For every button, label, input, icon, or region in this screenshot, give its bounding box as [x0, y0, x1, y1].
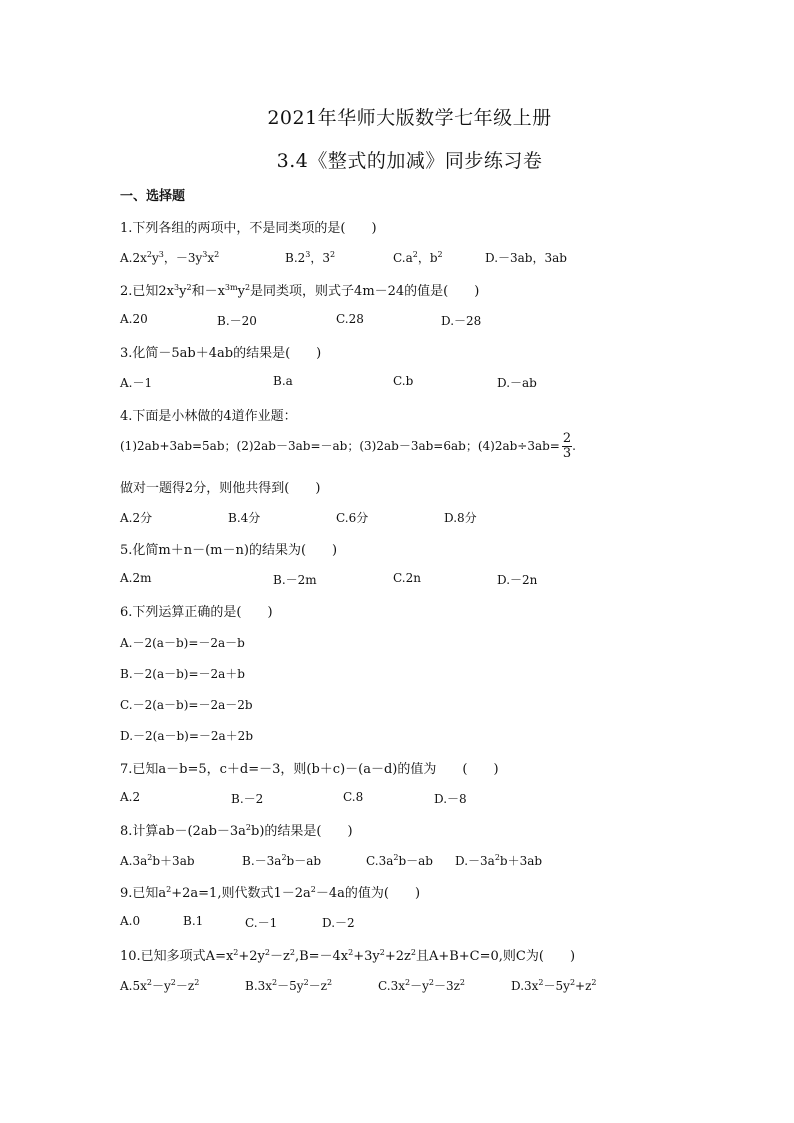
question-10-stem: 10.已知多项式$A=x^2+2y^2-z^2,B=-4x^2+3y^2+2z^2$且A+B+C=0,则C为( ) — [120, 948, 576, 964]
option-c: C.8 — [343, 790, 364, 804]
option-d: D.－8 — [434, 792, 467, 806]
question-1-options — [120, 249, 680, 265]
option-b: B.a — [273, 374, 293, 388]
question-2-stem: 2.已知$2x^3y^2$和$-x^{3m}y^2$是同类项，则式子4m－24的值是( ) — [120, 283, 480, 299]
option-a: A.2m — [120, 571, 152, 585]
option-c: C.b — [393, 374, 414, 388]
option-d: D.－3ab，3ab — [485, 251, 567, 265]
option-a: $A.3a^2b+3ab$ — [120, 853, 195, 868]
option-b: B.1 — [183, 914, 204, 928]
option-b: $B.2^3$，$3^2$ — [285, 250, 336, 265]
option-d: D.－28 — [441, 314, 482, 328]
question-2-options — [120, 312, 680, 328]
option-a: A.0 — [120, 914, 141, 928]
question-5-stem: 5.化简m＋n－(m－n)的结果为( ) — [120, 543, 338, 558]
option-d: $D.3x^2-5y^2+z^2$ — [511, 978, 597, 993]
option-a: A.2 — [120, 790, 141, 804]
question-9-options — [120, 914, 680, 930]
option-d: D.－2 — [322, 916, 355, 930]
question-6-stem: 6.下列运算正确的是( ) — [120, 605, 273, 620]
question-3-stem: 3.化简－5ab＋4ab的结果是( ) — [120, 346, 322, 361]
option-b: $B.-3a^2b-ab$ — [242, 853, 322, 868]
option-c: $C.a^2$，$b^2$ — [393, 250, 443, 265]
option-c: C.－1 — [245, 916, 278, 930]
question-6-option-a: A.－2(a－b)=－2a－b — [120, 636, 245, 650]
question-4-stem: 4.下面是小林做的4道作业题： — [120, 409, 297, 424]
option-c: $C.3x^2-y^2-3z^2$ — [378, 978, 466, 993]
option-d: D.8分 — [444, 511, 477, 525]
section-heading: 一、选择题 — [120, 189, 186, 204]
option-b: $B.3x^2-5y^2-z^2$ — [245, 978, 333, 993]
question-8-options — [120, 852, 680, 868]
question-6-option-b: B.－2(a－b)=－2a＋b — [120, 667, 245, 681]
question-3-options — [120, 374, 680, 390]
option-a: $A.2x^2y^3$，$-3y^3x^2$ — [120, 250, 220, 265]
question-6-option-c: C.－2(a－b)=－2a－2b — [120, 698, 253, 712]
option-c: $C.3a^2b-ab$ — [366, 853, 433, 868]
question-7-stem: 7.已知a－b=5，c＋d=－3，则(b＋c)－(a－d)的值为 ( ) — [120, 762, 499, 777]
option-d: D.－ab — [497, 376, 537, 390]
option-b: B.－2m — [273, 573, 317, 587]
option-a: A.20 — [120, 312, 148, 326]
option-d: D.－2n — [497, 573, 538, 587]
question-4-line2: 做对一题得2分，则他共得到( ) — [120, 481, 321, 496]
option-c: C.2n — [393, 571, 421, 585]
option-c: C.6分 — [336, 511, 369, 525]
question-6-option-d: D.－2(a－b)=－2a＋2b — [120, 729, 254, 743]
question-7-options — [120, 790, 680, 806]
question-4-problems: (1)2ab+3ab=5ab；(2)2ab－3ab=－ab；(3)2ab－3ab=6ab；(4)2ab÷3ab= $\frac{2}{3}$ . — [120, 431, 576, 461]
question-9-stem: 9.已知$a^2+2a=1$,则代数式$1-2a^2-4a$的值为( ) — [120, 885, 421, 901]
fraction: $\frac{2}{3}$ — [562, 431, 572, 461]
question-8-stem: 8.计算$ab-(2ab-3a^2b)$的结果是( ) — [120, 823, 353, 839]
question-10-options — [120, 977, 680, 993]
option-a: A.2分 — [120, 511, 153, 525]
option-b: B.4分 — [228, 511, 261, 525]
option-d: $D.-3a^2b+3ab$ — [455, 853, 543, 868]
option-a: $A.5x^2-y^2-z^2$ — [120, 978, 200, 993]
option-a: A.－1 — [120, 376, 153, 390]
question-1-stem: 1.下列各组的两项中，不是同类项的是( ) — [120, 221, 377, 236]
option-c: C.28 — [336, 312, 364, 326]
question-4-options — [120, 509, 680, 525]
document-title: 2021年华师大版数学七年级上册 — [267, 107, 552, 129]
document-subtitle: 3.4《整式的加减》同步练习卷 — [276, 150, 543, 172]
option-b: B.－2 — [231, 792, 264, 806]
question-5-options — [120, 571, 680, 587]
option-b: B.－20 — [217, 314, 257, 328]
